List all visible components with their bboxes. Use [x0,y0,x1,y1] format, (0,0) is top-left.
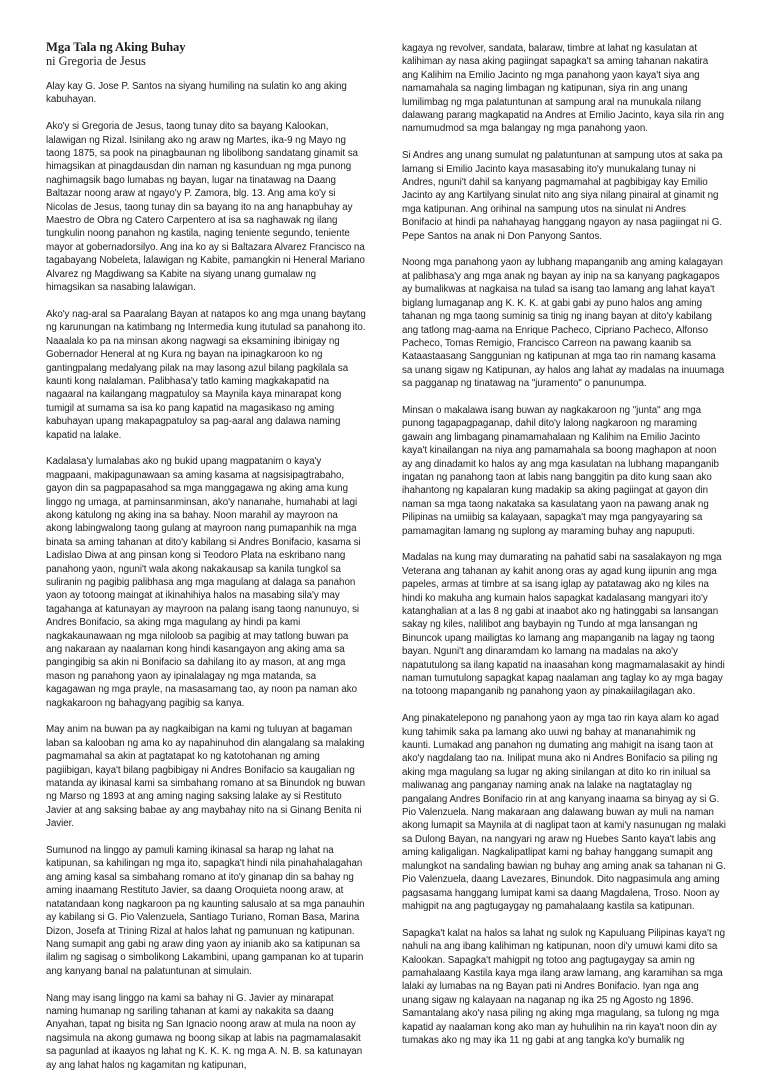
paragraph: Sumunod na linggo ay pamuli kaming ikinasal sa harap ng lahat na katipunan, sa kahilingan ng mga ito, sapagka't hindi nila pinahahalagahan ang aming kasal sa simbahang romano at ito'y ginanap din sa bahay ng aming inaamang Restituto Javier, sa daang Oroquieta noong araw, at natatandaan kong nagkaroon pa ng kaunting salusalo at sa mga panauhin ay kabilang si G. Pio Valenzuela, Santiago Turiano, Roman Basa, Marina Dizon, Josefa at Trining Rizal at halos lahat ng pamunuan ng katipunan. Nang sumapit ang gabi ng araw ding yaon ay inianib ako sa katipunan sa ilalim ng sagisag o simbolikong Lakambini, upang gampanan ko at tuparin ang kanyang banal na palatuntunan at simulain. [46,845,365,977]
paragraph: Sapagka't kalat na halos sa lahat ng sulok ng Kapuluang Pilipinas kaya't ng nahuli na ang ibang kalihiman ng katipunan, noon di'y umuwi kami dito sa Kalookan. Sapagka't mahigpit ng totoo ang pagtugaygay sa amin ng pamahalaang Kastila kaya mga ilang araw lamang, ang karamihan sa mga lalaki ay lumabas na ng Bayan pati ni Andres Bonifacio. Iyan nga ang unang sigaw ng kalayaan na naganap ng ika 25 ng Agosto ng 1896. Samantalang ako'y nasa piling ng aking mga magulang, sa tulong ng mga kapatid ay naalaman kong ako man ay huhulihin na rin kaya't noon din ay tumakas ako ng may ika 11 ng gabi at ang tangka ko'y bumalik ng [402,927,725,1046]
paragraph: Minsan o makalawa isang buwan ay nagkakaroon ng "junta" ang mga punong tagapagpaganap, dahil dito'y lalong nagkaroon ng maraming gawain ang limbagang pinamamahalaan ng Kalihim na Emilio Jacinto kaya't kinailangan na niya ang pamamahala sa boong maghapon at noon ay ang dinadamit ko halos ay ang mga kasulatan na lubhang mapanganib ingatan ng panahong taon at labis nang banggitin pa dito kung saan ako ihahantong ng kapalaran kung madakip sa aking pagiingat at gayon din naman sa mga taong nakataka sa kasulatang yaon na pawang anak ng Pilipinas na umiibig sa kalayaan, sapagka't may mga pangyayaring sa pamamagitan lamang ng suplong ay maraming buhay ang napuputi. [402,404,719,537]
paragraph: May anim na buwan pa ay nagkaibigan na kami ng tuluyan at bagaman laban sa kalooban ng ama ko ay napahinuhod din alangalang sa malaking pagmamahal sa akin at pagtatapat ko ng katotohanan ng aming pagiibigan, kaya't bilang pagbibigay ni Andres Bonifacio sa kaugalian ng matanda ay ikinasal kami sa simbahang romano at sa Binundok ng buwan ng Marso ng 1893 at ang aming naging saksing lalake ay si Restituto Javier at ang saksing babae ay ang maybahay nito na si Ginang Benita ni Javier. [46,724,365,830]
paragraph: Ako'y nag-aral sa Paaralang Bayan at natapos ko ang mga unang baytang ng karunungan na katimbang ng Intermedia kung itutulad sa panahong ito. Naaalala ko pa na minsan akong nagwagi sa eksamining ibinigay ng Gobernador Heneral at ng Kura ng bayan na ipinagkaroon ko ng gantingpalang medalyang pilak na may lasong azul bilang pagkilala sa kaunti kong nalalaman. Palibhasa'y tatlo kaming magkakapatid na nagaaral na kailangang magpatuloy sa Maynila kaya minarapat kong tumigil at sumama sa isa ko pang kapatid na magasikaso ng aming kabuhayan upang makapagpatuloy sa pag-aaral ang dalawa naming kapatid na lalake. [46,308,366,441]
paragraph: Noong mga panahong yaon ay lubhang mapanganib ang aming kalagayan at palibhasa'y ang mga anak ng bayan ay inip na sa kanyang pagkagapos ay bumalikwas at nagkaisa na tulad sa isang tao lamang ang lahat kaya't biglang lumaganap ang K. K. K. at gabi gabi ay puno halos ang aming tahanan ng mga taong suminig sa tinig ng inang bayan at dito'y kabilang ang tatlong mag-aama na Enrique Pacheco, Cipriano Pacheco, Alfonso Pacheco, Tomas Remigio, Francisco Carreon na pawang kaanib sa Kataastaasang Sanggunian ng katipunan at mga tao rin namang kasama sa unang sigaw ng Katipunan, ay halos ang lahat ay madalas na inuumaga sa pagganap ng tinatawag na "juramento" o panunumpa. [402,257,725,390]
paragraph: Ang pinakatelepono ng panahong yaon ay mga tao rin kaya alam ko agad kung tahimik saka pa lamang ako uuwi ng bahay at mananahimik ng kaunti. Lumakad ang panahon ng dumating ang mahigit na isang taon at ako'y nagdalang tao na. Inilipat muna ako ni Andres Bonifacio sa piling ng aking mga magulang sa lugar ng aking sinilangan at dito ko rin inilual sa maliwanag ang panganay naming anak na lalake na nagtataglay ng pangalang Andres Bonifacio rin at ang kanyang inaama sa binyag ay si G. Pio Valenzuela. Nang makaraan ang dalawang buwan ay muli na naman akong lumapit sa Maynila at di naglipat taon at kami'y nasunugan ng malaki sa Dulong Bayan, na nangyari ng araw ng Huebes Santo kaya't labis ang aming kaligaligan. Nagkalipatlipat kami ng bahay hanggang sumapit ang malungkot na sandaling bawian ng buhay ang aming anak sa tahanan ni G. Pio Valenzuela, daang Lavezares, Binundok. Dito nagpasimula ang aming pagsasama hanggang lumipat kami sa daang Magdalena, Troso. Noon ay mahigpit na ang pagtugaygay ng pamahalaang kastila sa katipunan. [402,713,726,912]
paragraph: Kadalasa'y lumalabas ako ng bukid upang magpatanim o kaya'y magpaani, makipagunawaan sa aming kasama at nagsisipagtrabaho, gayon din sa pagpapasahod sa mga manggagawa ng aking ama kung linggo ng umaga, at paminsanminsan, ako'y nananahe, humahabi at lagi akong katulong ng aking ina sa bahay. Noon marahil ay mayroon na akong labingwalong taong gulang at mayroon nang pumapanhik na mga binata sa aming tahanan at dito'y kabilang si Andres Bonifacio, kasama si Ladislao Diwa at ang pinsan kong si Teodoro Plata na eskribano nang panahong yaon, nguni't wala akong nakakausap sa kanila tungkol sa suliranin ng pagibig palibhasa ang mga magulang at dalaga sa panahon yaon ay totoong maingat at ikinahihiya halos na masabing sila'y may tagahanga at katunayan ay mayroon na palang isang taong nanunuyo, si Andres Bonifacio, sa aking mga magulang ay hindi pa kami nagkakaunawaan ng mga niloloob sa pagibig at may tatlong buwan pa ang nakaraan ay naalaman kong hindi kasangayon ang aking ama sa pangingibig sa akin ni Bonifacio sa dahilang ito ay mason, at ang mga mason ng panahong yaon ay ipinalalagay ng mga matanda, sa kagagawan ng mga prayle, na masasamang tao, ay noon pa naman ako nagkakaroon ng bahagyang pagibig sa kanya. [46,456,361,709]
paragraph: Alay kay G. Jose P. Santos na siyang humiling na sulatin ko ang aking kabuhayan. [46,81,347,106]
left-column [46,0,366,1085]
paragraph: Madalas na kung may dumarating na pahatid sabi na sasalakayon ng mga Veterana ang tahanan ay kahit anong oras ay agad kung iipunin ang mga papeles, armas at timbre at sa isang iglap ay patatawag ako ng kiles na hindi ko makuha ang kumain halos sapagkat kadalasang mangyari ito'y katanghalian at a las 8 ng gabi at inaabot ako ng hatinggabi sa lansangan sakay ng kiles, nalilibot ang baybayin ng Tundo at mga lansangan ng Binuncok upang mailigtas ko lamang ang mapanganib na lagay ng taong bayan. Nguni't ang dinaramdam ko lamang na madalas na ako'y napatutulong sa ilang kapatid na inaasahan kong magmamalasakit ay hindi naman tumutulong sapagkat kapag naalaman ang taglay ko ay mga bagay na totoong mapanganib ng panahong yaon ay pinakaiilagilagan ako. [402,552,725,698]
document-author: ni Gregoria de Jesus [46,54,146,68]
document-title: Mga Tala ng Aking Buhay [46,40,186,54]
paragraph: Si Andres ang unang sumulat ng palatuntunan at sampung utos at saka pa lamang si Emilio Jacinto kaya masasabing ito'y munukalang tunay ni Andres, nguni't dahil sa kanyang pagmamahal at pagbibigay kay Emilio Jacinto ay ang Kartilyang sinulat nito ang siya nilang pinairal at ginamit ng mga katipunan. Ang orihinal na sampung utos na sinulat ni Andres Bonifacio at hindi pa nahahayag hanggang ngayon ay nasa pagiingat ni G. Pepe Santos na anak ni Don Panyong Santos. [402,150,723,242]
paragraph: Ako'y si Gregoria de Jesus, taong tunay dito sa bayang Kalookan, lalawigan ng Rizal. Isinilang ako ng araw ng Martes, ika-9 ng Mayo ng taong 1875, sa pook na pinagbaunan ng libolibong sandatang ginamit sa himagsikan at pinagdausdan din naman ng kasunduan ng mga punong naghimagsik bago lumabas ng bayan, lugar na tinatawag na Daang Baltazar noong araw at ngayo'y P. Zamora, blg. 13. Ang ama ko'y si Nicolas de Jesus, taong tunay din sa bayang ito na ang hanapbuhay ay Maestro de Obra ng Catero Carpentero at isa sa naghawak ng ilang tungkulin noong panahon ng kastila, naging teniente segundo, teniente mayor at gobernadorsilyo. Ang ina ko ay si Baltazara Alvarez Francisco na tagabayang Nobeleta, lalawigan ng Kabite, pamangkin ni Heneral Mariano Alvarez ng Magdiwang sa Kabite na siyang unang gumalaw ng himagsikan sa nasabing lalawigan. [46,121,365,294]
paragraph: kagaya ng revolver, sandata, balaraw, timbre at lahat ng kasulatan at kalihiman ay nasa aking pagiingat sapagka't sa aming tahanan nakatira ang Kalihim na Emilio Jacinto ng mga panahong yaon kaya't siya ang namamahala sa naging limbagan ng katipunan, siya rin ang unang lumilimbag ng mga palatuntunan at sampung aral na munukala nilang dalawang parang magkapatid na Andres at Emilio Jacinto, kaya sila rin ang namumudmod sa mga balangay ng mga panahong yaon. [402,43,725,135]
right-column [402,0,726,1061]
paragraph: Nang may isang linggo na kami sa bahay ni G. Javier ay minarapat naming humanap ng sariling tahanan at kami ay nakakita sa daang Anyahan, tapat ng bisita ng San Ignacio noong araw at mula na noon ay nagsimula na akong gumawa ng boong sikap at labis na pagmamalasakit sa pagunlad at ikaayos ng lahat ng K. K. K. ng mga A. N. B. sa katunayan ay ang lahat halos ng kagamitan ng katipunan, [46,992,363,1071]
